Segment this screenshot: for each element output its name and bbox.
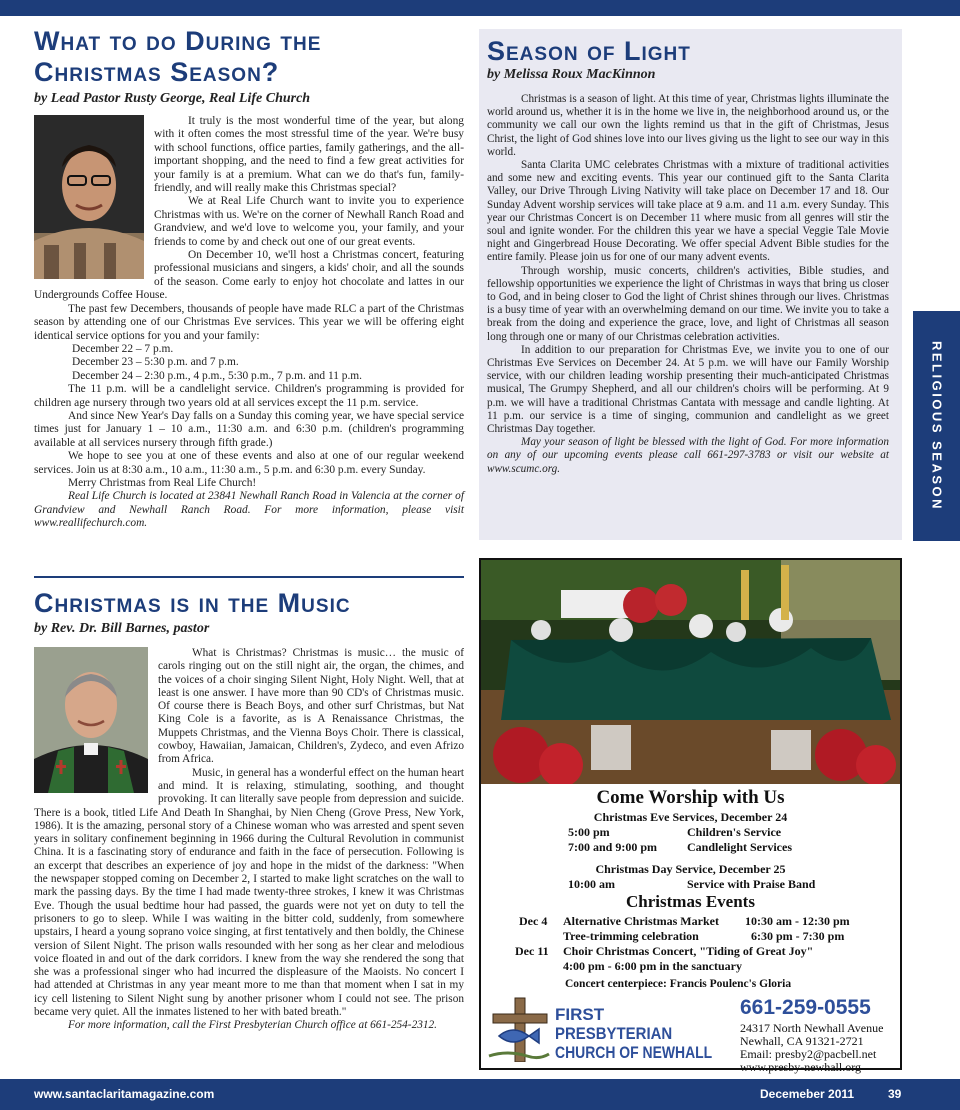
paragraph: Christmas is a season of light. At this time of year, Christmas lights illuminate the world around us, whether it is in the home we live in, the neighborhood around us, or the community we call our own the lights remind us that in the gift of Christmas, Jesus Christ, the light of God shines love into our lives giving us the light to see our way in this world. — [487, 93, 889, 158]
pastor-rusty-photo — [34, 115, 144, 279]
schedule-line: December 22 – 7 p.m. — [72, 342, 174, 355]
title-line-1: What to do During the — [34, 26, 322, 56]
paragraph: And since New Year's Day falls on a Sunday this coming year, we have special service times just for January 1 – 10 a.m., 11:30 a.m. and 6:30 p.m. (children's programming available at all services nursery through fifth grade.) — [34, 409, 464, 449]
eve-service: Children's Service — [687, 825, 782, 839]
page-number: 39 — [888, 1087, 902, 1101]
paragraph: On December 10, we'll host a Christmas concert, featuring professional musicians and singers, a kids' choir, and all the sounds of the season. Come early to enjoy hot chocolate and lattes in our Undergrounds Coffee House. — [34, 249, 464, 302]
paragraph: Santa Clarita UMC celebrates Christmas with a mixture of traditional activities and some new and exciting events. This year our continued gift to the Santa Clarita Valley, our Drive Through Living Nativity will take place on December 17 and 18. Our Sunday Advent worship services will take place at 9 a.m. and 11 a.m. every Sunday. This year our Christmas Concert is on December 11 where music from all genres will stir the soul and ignite wonder. For the children this year we have a special Veggie Tale Movie night and Gingerbread House Decorating. We offer special Advent Bible studies for the entire family. Please join us for one of our many advent events. — [487, 159, 889, 264]
event-detail: 4:00 pm - 6:00 pm in the sanctuary — [563, 959, 742, 973]
schedule-line: December 23 – 5:30 p.m. and 7 p.m. — [72, 356, 239, 369]
article-title: Christmas is in the Music — [34, 588, 351, 618]
phone-number: 661-259-0555 — [740, 996, 871, 1019]
paragraph: It truly is the most wonderful time of the year, but along with it often comes the most stressful time of the year. We're busy with school functions, office parties, family gatherings, and the all-important shopping, and the need to find a few great activities for your family is at a premium. What can we do that's fun, family-friendly, and will really make this Christmas special? — [154, 115, 464, 195]
section-tab — [913, 311, 960, 541]
paragraph: The 11 p.m. will be a candlelight service. Children's programming is provided for children age nursery through two years old at all services except the 11 p.m. service. — [34, 383, 464, 409]
email-address: Email: presby2@pacbell.net — [740, 1047, 877, 1061]
ad-text — [481, 784, 900, 1074]
event-date: Dec 4 — [519, 914, 548, 928]
music-article — [34, 588, 464, 1033]
divider — [34, 576, 464, 578]
section-tab-label: RELIGIOUS SEASON — [929, 340, 944, 512]
paragraph: What is Christmas? Christmas is music… the music of carols ringing out on the still night air, the organ, the chimes, and the voices of a choir singing Silent Night, Holy Night. Well, that at least is one answer. I have more than 90 CD's of Christmas music. Of course there is Beach Boys, and other surf Christmas, but Nat King Cole is a favorite, as is A Renaissance Christmas, the Muppets Christmas, and the Vienna Boys Choir. There is classical, cowboy, Hawaiian, Jamaican, Children's, Zydeco, and even Afrizo from Africa. — [158, 647, 464, 766]
eve-time: 7:00 and 9:00 pm — [568, 840, 658, 854]
centerpiece: Concert centerpiece: Francis Poulenc's Gloria — [565, 978, 792, 990]
event-date: Dec 11 — [515, 944, 549, 958]
left-article — [34, 26, 464, 531]
article-footer-note: May your season of light be blessed with the light of God. For more information on any of our upcoming events please call 661-297-3783 or visit our website at www.scumc.org. — [487, 436, 889, 475]
article-body — [487, 93, 889, 476]
paragraph: Through worship, music concerts, children's activities, Bible studies, and fellowship opportunities we experience the light of Christmas in ways that bring us closer to God, and in being closer to God the light of Christ shines through our lives. Christmas is a busy time of year with an overwhelming demand on our time. We invite you to take a break from the doing and experience the grace, love, and light of Christmas all season long through one or many of our Christmas celebration activities. — [487, 264, 889, 343]
eve-time: 5:00 pm — [568, 825, 610, 839]
day-time: 10:00 am — [568, 877, 615, 891]
issue-date: Decemeber 2011 — [760, 1087, 855, 1101]
address-line: 24317 North Newhall Avenue — [740, 1021, 884, 1035]
cross-fish-logo — [487, 996, 551, 1062]
pastor-bill-photo — [34, 647, 148, 793]
event-name: Choir Christmas Concert, "Tiding of Great Joy" — [563, 944, 814, 958]
paragraph: We at Real Life Church want to invite you to experience Christmas with us. We're on the corner of Newhall Ranch Road and Grandview, and we'd love to welcome you, your family, and your friends to come by and check out one of our great events. — [154, 195, 464, 248]
eve-service: Candlelight Services — [687, 840, 792, 854]
paragraph: Music, in general has a wonderful effect on the human heart and mind. It is relaxing, stimulating, soothing, and thought provoking. It can literally save people from depression and suicide. There is a book, titled Life And Death In Shanghai, by Nien Cheng (Grove Press, New York, 1986). It is the amazing, personal story of a Chinese woman who was arrested and spent seven years in solitary confinement beginning in 1966 during the Cultural Revolution in communist China. It is a fascinating story of endurance and faith in the face of persecution. Following is an excerpt that describes an experience of joy and hope in the midst of the darkness: "When the newspaper stopped coming on December 2, I started to make light scratches on the wall to mark the passing days. By the time I had made twenty-three strokes, I knew it was Christmas Eve. Though the usual bedtime hour had passed, the guards were not yet on duty to tell the prisoners to go to sleep. While I was waiting in the bitter cold, suddenly, from somewhere upstairs, I heard a young soprano voice singing, at first tentatively and then boldly, the Chinese version of Silent Night. The prison walls resounded with her song as her clear and melodious voice floated in and out of the dark corridors. I knew from the way she rendered the song that she was a professional singer who had incurred the displeasure of the Maoists. No concert I had attended at Christmas in any year meant more to me than that moment when I sat in my icy cell listening to Silent Night sung by another prisoner whom I could not see. The prison became very quiet. All the inmates listened to her with bated breath." — [34, 766, 464, 1019]
title-line-2: Christmas Season? — [34, 57, 280, 87]
article-byline: by Melissa Roux MacKinnon — [487, 67, 656, 82]
article-byline: by Rev. Dr. Bill Barnes, pastor — [34, 621, 210, 636]
eve-heading: Christmas Eve Services, December 24 — [593, 810, 788, 824]
day-heading: Christmas Day Service, December 25 — [595, 862, 786, 876]
event-name: Alternative Christmas Market — [563, 914, 719, 928]
article-footer-note: For more information, call the First Presbyterian Church office at 661-254-2312. — [68, 1019, 437, 1032]
article-footer-note: Real Life Church is located at 23841 Newhall Ranch Road in Valencia at the corner of Grandview and Newhall Ranch Road. For more information, please visit www.reallifechurch.com. — [34, 490, 464, 530]
schedule-line: December 24 – 2:30 p.m., 4 p.m., 5:30 p.m., 7 p.m. and 11 p.m. — [72, 369, 363, 382]
events-heading: Christmas Events — [626, 892, 755, 911]
church-name-line: CHURCH OF NEWHALL — [555, 1043, 713, 1062]
article-title: Season of Light — [487, 36, 691, 66]
paragraph: In addition to our preparation for Christmas Eve, we invite you to one of our Christmas Eve Services on December 24. At 5 p.m. we will have our Family Worship service, with our children leading worship presenting their much-anticipated Christmas musical, The Grumpy Shepherd, and all our children's choirs will be performing. At 9 p.m. we will have a traditional Christmas Cantata with message and candle lighting. At 11 p.m. our service is a time of singing, communion and candlelight as we greet Christmas Day together. — [487, 343, 889, 436]
paragraph: We hope to see you at one of these events and also at one of our regular weekend services. Join us at 8:30 a.m., 10 a.m., 11:30 a.m., 5 p.m. and 6:30 p.m. every Sunday. — [34, 450, 464, 476]
paragraph: Merry Christmas from Real Life Church! — [68, 476, 257, 489]
article-byline: by Lead Pastor Rusty George, Real Life Church — [34, 91, 311, 106]
church-advertisement — [479, 558, 902, 1074]
address-line: Newhall, CA 91321-2721 — [740, 1034, 864, 1048]
day-service: Service with Praise Band — [687, 877, 816, 891]
church-name-line: PRESBYTERIAN — [555, 1024, 673, 1043]
church-name-line: FIRST — [555, 1005, 605, 1024]
ad-heading: Come Worship with Us — [596, 787, 785, 808]
magazine-url: www.santaclaritamagazine.com — [34, 1087, 215, 1101]
event-time: 6:30 pm - 7:30 pm — [751, 929, 845, 943]
article-body — [34, 647, 464, 1033]
article-body — [34, 115, 464, 531]
paragraph: The past few Decembers, thousands of people have made RLC a part of the Christmas season by attending one of our Christmas Eve services. This year we will be offering eight identical service options for you and your family: — [34, 302, 464, 342]
website: www.presby-newhall.org — [740, 1060, 861, 1074]
event-time: 10:30 am - 12:30 pm — [745, 914, 850, 928]
article-title — [34, 26, 464, 88]
altar-photo — [481, 560, 900, 784]
footer-bar — [0, 1079, 960, 1110]
season-of-light-box — [479, 29, 902, 540]
event-name: Tree-trimming celebration — [563, 929, 699, 943]
top-bar — [0, 0, 960, 16]
